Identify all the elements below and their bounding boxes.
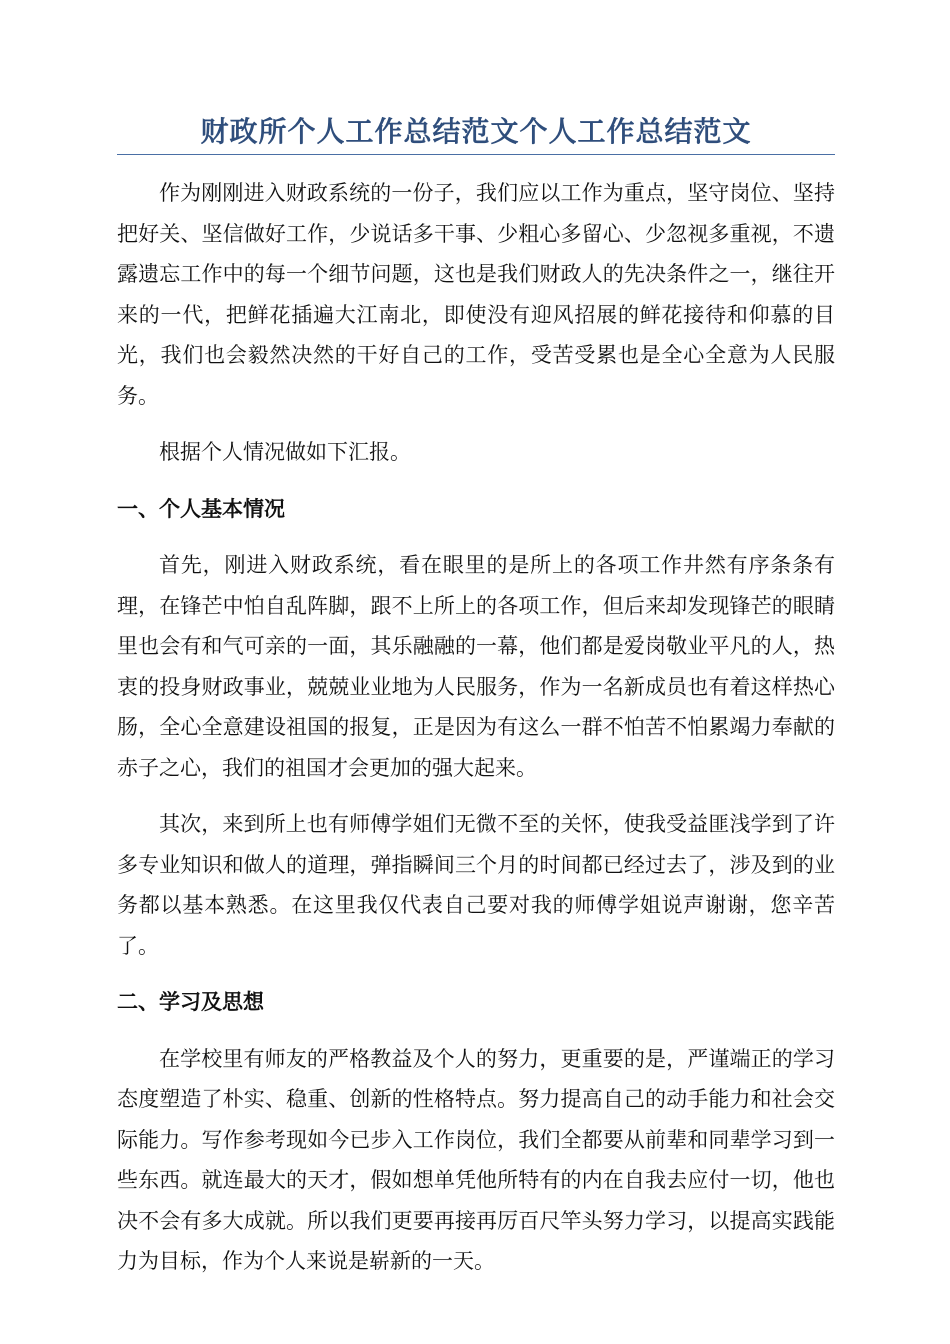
- paragraph-study: 在学校里有师友的严格教益及个人的努力，更重要的是，严谨端正的学习态度塑造了朴实、稳重、创新的性格特点。努力提高自己的动手能力和社会交际能力。写作参考现如今已步入工作岗位，我们全都要从前辈和同辈学习到一些东西。就连最大的天才，假如想单凭他所特有的内在自我去应付一切，他也决不会有多大成就。所以我们更要再接再厉百尺竿头努力学习，以提高实践能力为目标，作为个人来说是崭新的一天。: [117, 1046, 835, 1273]
- document-page: [117, 112, 835, 1298]
- paragraph-second: 其次，来到所上也有师傅学姐们无微不至的关怀，使我受益匪浅学到了许多专业知识和做人的道理，弹指瞬间三个月的时间都已经过去了，涉及到的业务都以基本熟悉。在这里我仅代表自己要对我的师傅学姐说声谢谢，您辛苦了。: [117, 812, 835, 958]
- section-heading-study: 二、学习及思想: [117, 990, 264, 1014]
- section-heading-basic-info: 一、个人基本情况: [117, 496, 285, 521]
- document-title: 财政所个人工作总结范文个人工作总结范文: [117, 112, 835, 155]
- paragraph-intro: 作为刚刚进入财政系统的一份子，我们应以工作为重点，坚守岗位、坚持把好关、坚信做好工作，少说话多干事、少粗心多留心、少忽视多重视，不遗露遗忘工作中的每一个细节问题，这也是我们财政人的先决条件之一，继往开来的一代，把鲜花插遍大江南北，即使没有迎风招展的鲜花接待和仰慕的目光，我们也会毅然决然的干好自己的工作，受苦受累也是全心全意为人民服务。: [117, 181, 835, 408]
- paragraph-report: 根据个人情况做如下汇报。: [159, 440, 411, 464]
- paragraph-first: 首先，刚进入财政系统，看在眼里的是所上的各项工作井然有序条条有理，在锋芒中怕自乱阵脚，跟不上所上的各项工作，但后来却发现锋芒的眼睛里也会有和气可亲的一面，其乐融融的一幕，他们都是爱岗敬业平凡的人，热衷的投身财政事业，兢兢业业地为人民服务，作为一名新成员也有着这样热心肠，全心全意建设祖国的报复，正是因为有这么一群不怕苦不怕累竭力奉献的赤子之心，我们的祖国才会更加的强大起来。: [117, 553, 835, 780]
